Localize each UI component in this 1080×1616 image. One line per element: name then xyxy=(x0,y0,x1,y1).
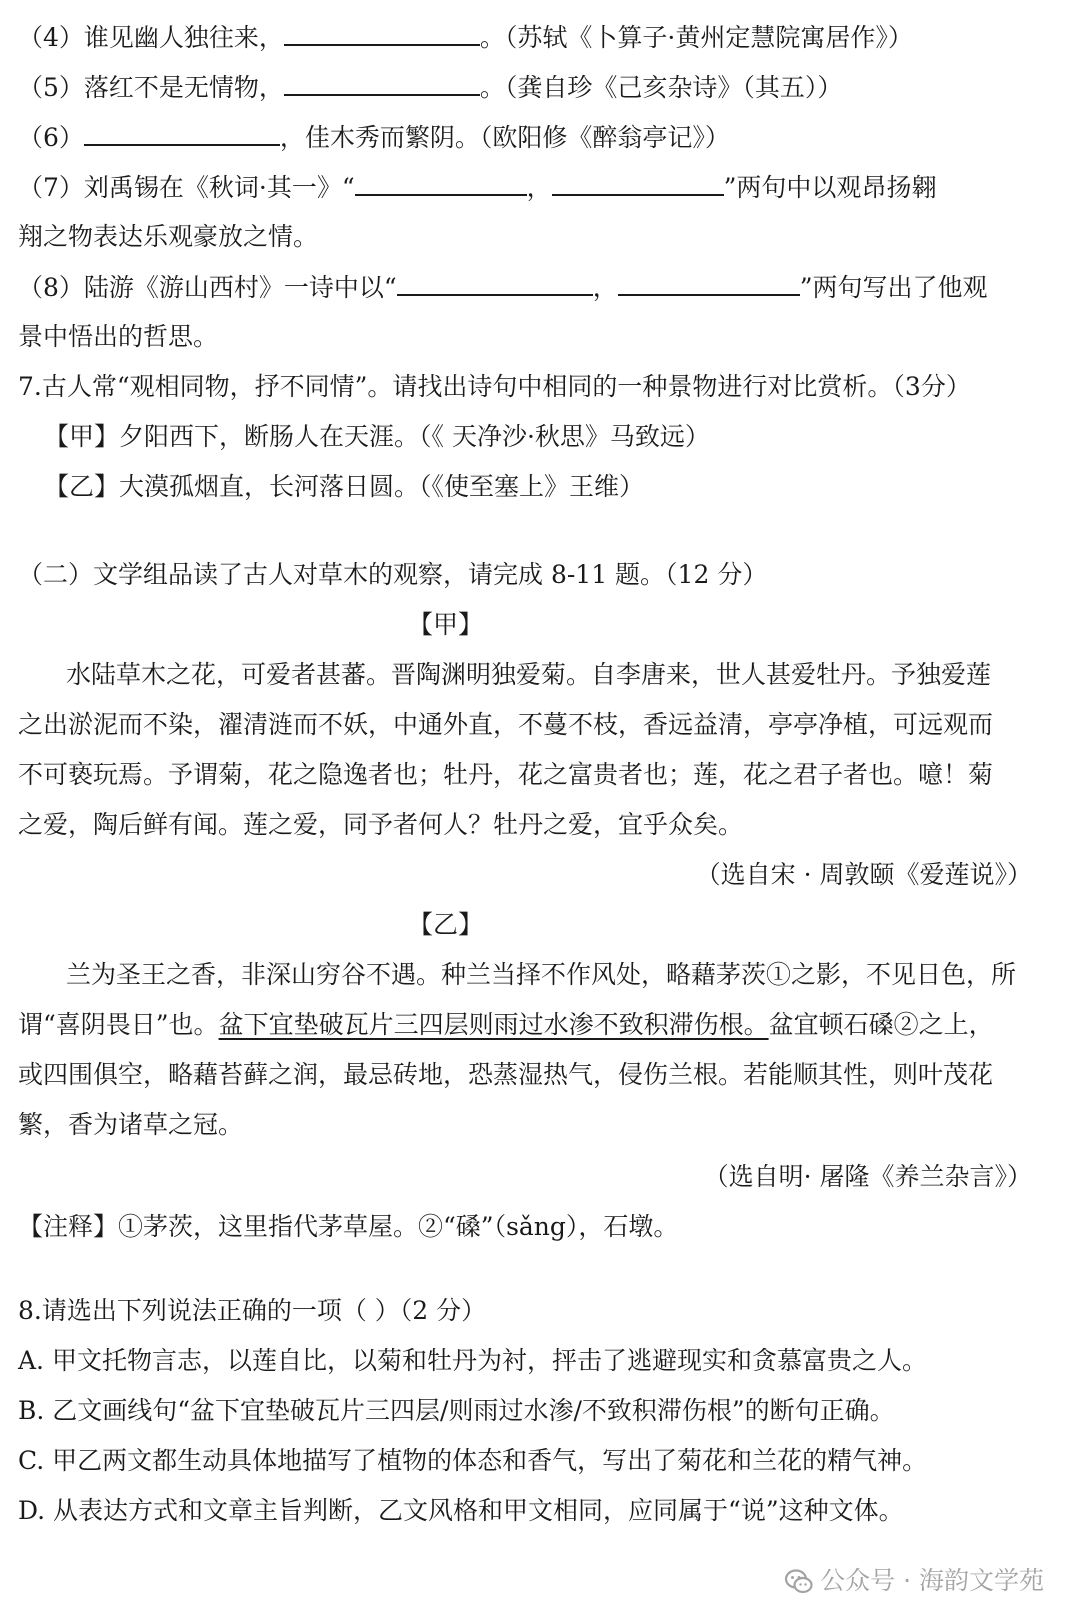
question-7-stem: 7.古人常“观相同物，抒不同情”。请找出诗句中相同的一种景物进行对比赏析。（3分） xyxy=(18,372,971,401)
passage-yi-line-4: 繁，香为诸草之冠。 xyxy=(18,1110,244,1139)
passage-yi-source: （选自明· 屠隆《养兰杂言》） xyxy=(703,1162,1032,1191)
passage-jia-line-1: 水陆草木之花，可爱者甚蕃。晋陶渊明独爱菊。自李唐来，世人甚爱牡丹。予独爱莲 xyxy=(66,660,992,689)
watermark xyxy=(784,1564,1044,1598)
watermark-text: 公众号 · 海韵文学苑 xyxy=(820,1566,1044,1595)
passage-jia-source: （选自宋 · 周敦颐《爱莲说》） xyxy=(695,860,1032,889)
answer-blank xyxy=(397,270,593,296)
question-6 xyxy=(18,120,730,154)
passage-yi-title: 【乙】 xyxy=(408,910,484,939)
passage-yi-line-2-end: 盆宜顿石磉②之上， xyxy=(768,1010,994,1039)
answer-blank xyxy=(284,70,480,96)
question-8-prefix: （8）陆游《游山西村》一诗中以“ xyxy=(18,273,397,302)
passage-jia-line-4: 之爱，陶后鲜有闻。莲之爱，同予者何人？牡丹之爱，宜乎众矣。 xyxy=(18,810,744,839)
answer-blank xyxy=(284,20,480,46)
answer-blank xyxy=(355,170,527,196)
question-8-stem: 8.请选出下列说法正确的一项（ ）（2 分） xyxy=(18,1296,487,1325)
underlined-sentence: 盆下宜垫破瓦片三四层则雨过水渗不致积滞伤根。 xyxy=(218,1010,769,1039)
passage-yi-line-1: 兰为圣王之香，非深山穷谷不遇。种兰当择不作风处，略藉茅茨①之影，不见日色，所 xyxy=(66,960,1017,989)
answer-blank xyxy=(84,120,280,146)
question-7-prefix: （7）刘禹锡在《秋词·其一》“ xyxy=(18,173,355,202)
question-7-poem-yi: 【乙】大漠孤烟直，长河落日圆。（《使至塞上》王维） xyxy=(44,472,645,501)
option-d: D. 从表达方式和文章主旨判断，乙文风格和甲文相同，应同属于“说”这种文体。 xyxy=(18,1496,904,1525)
question-4-suffix: 。（苏轼《卜算子·黄州定慧院寓居作》） xyxy=(479,23,913,52)
question-8-line2: 景中悟出的哲思。 xyxy=(18,322,219,351)
answer-blank xyxy=(618,270,800,296)
passage-jia-line-3: 不可亵玩焉。予谓菊，花之隐逸者也；牡丹，花之富贵者也；莲，花之君子者也。噫！菊 xyxy=(18,760,994,789)
option-a: A. 甲文托物言志，以莲自比，以菊和牡丹为衬，抨击了逃避现实和贪慕富贵之人。 xyxy=(18,1346,927,1375)
section-2-intro: （二）文学组品读了古人对草木的观察，请完成 8-11 题。（12 分） xyxy=(18,560,768,589)
passage-jia-title: 【甲】 xyxy=(408,610,484,639)
question-6-suffix: ，佳木秀而繁阴。（欧阳修《醉翁亭记》） xyxy=(279,123,730,152)
passage-yi-line-2 xyxy=(18,1008,994,1042)
question-7-middle: ， xyxy=(526,173,552,202)
question-8-suffix: ”两句写出了他观 xyxy=(799,273,988,302)
question-4 xyxy=(18,20,913,54)
question-4-prefix: （4）谁见幽人独往来， xyxy=(18,23,284,52)
question-7-suffix: ”两句中以观昂扬翱 xyxy=(723,173,937,202)
passage-yi-line-2-start: 谓“喜阴畏日”也。 xyxy=(18,1010,219,1039)
annotation-notes: 【注释】①茅茨，这里指代茅草屋。②“磉”（sǎng），石墩。 xyxy=(18,1212,679,1241)
passage-jia-line-2: 之出淤泥而不染，濯清涟而不妖，中通外直，不蔓不枝，香远益清，亭亭净植，可远观而 xyxy=(18,710,994,739)
question-7-line2: 翔之物表达乐观豪放之情。 xyxy=(18,222,319,251)
question-5 xyxy=(18,70,842,104)
question-6-prefix: （6） xyxy=(18,123,84,152)
question-7-poem-jia: 【甲】夕阳西下，断肠人在天涯。（《 天净沙·秋思》马致远） xyxy=(44,422,710,451)
passage-yi-line-3: 或四围俱空，略藉苔藓之润，最忌砖地，恐蒸湿热气，侵伤兰根。若能顺其性，则叶茂花 xyxy=(18,1060,994,1089)
option-c: C. 甲乙两文都生动具体地描写了植物的体态和香气，写出了菊花和兰花的精气神。 xyxy=(18,1446,928,1475)
question-5-suffix: 。（龚自珍《己亥杂诗》（其五）） xyxy=(479,73,843,102)
question-7-fill xyxy=(18,170,936,204)
answer-blank xyxy=(552,170,724,196)
question-5-prefix: （5）落红不是无情物， xyxy=(18,73,284,102)
question-8-fill xyxy=(18,270,988,304)
question-8-middle: ， xyxy=(592,273,618,302)
wechat-icon xyxy=(784,1567,814,1597)
option-b: B. 乙文画线句“盆下宜垫破瓦片三四层/则雨过水渗/不致积滞伤根”的断句正确。 xyxy=(18,1396,895,1425)
